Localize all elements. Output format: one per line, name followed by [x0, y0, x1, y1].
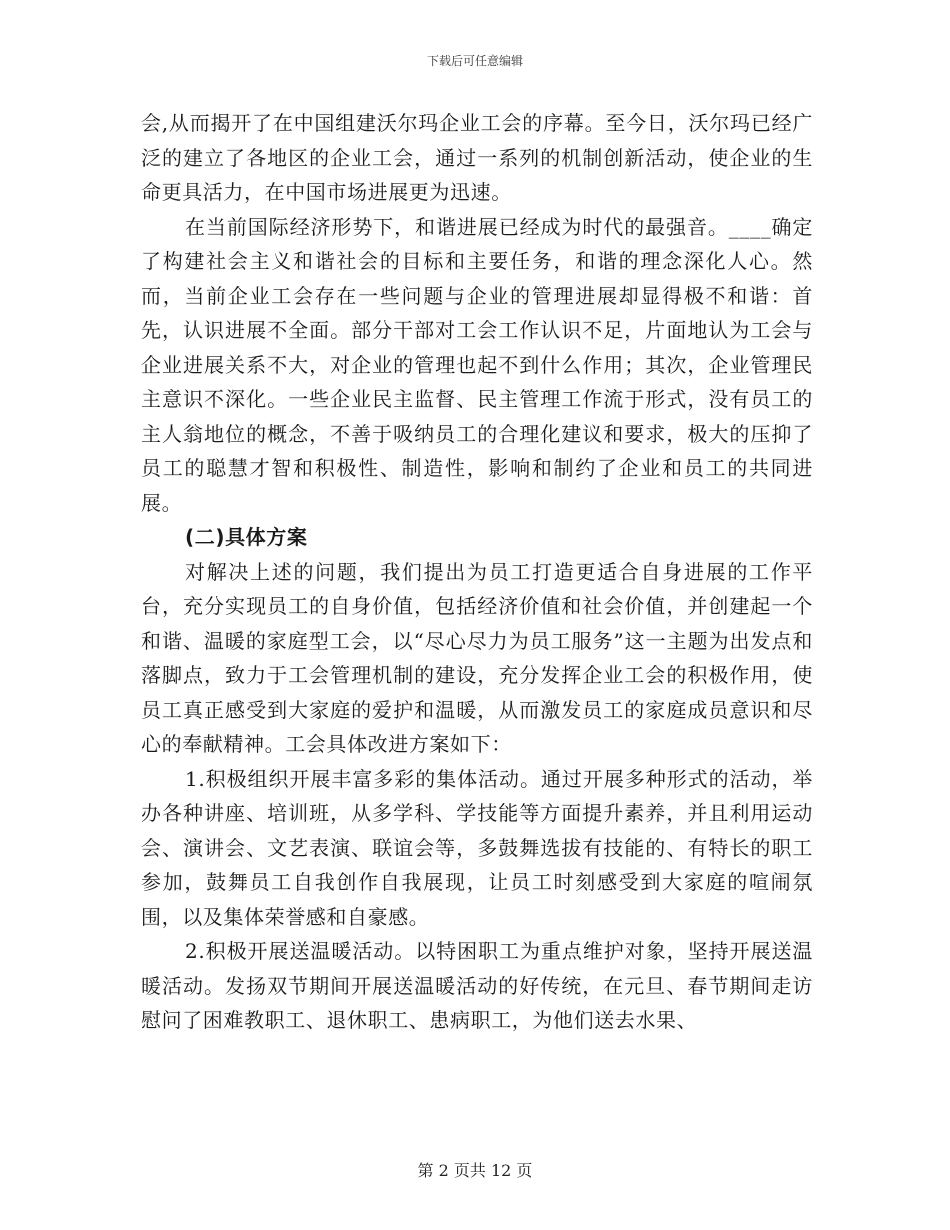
paragraph-plan-intro: 对解决上述的问题，我们提出为员工打造更适合自身进展的工作平台，充分实现员工的自身价值，包括经济价值和社会价值，并创建起一个和谐、温暖的家庭型工会，以“尽心尽力为员工服务”这一主题为出发点和落脚点，致力于工会管理机制的建设，充分发挥企业工会的积极作用，使员工真正感受到大家庭的爱护和温暖，从而激发员工的家庭成员意识和尽心的奉献精神。工会具体改进方案如下： — [141, 559, 813, 756]
paragraph-item-1: 1.积极组织开展丰富多彩的集体活动。通过开展多种形式的活动，举办各种讲座、培训班，从多学科、学技能等方面提升素养，并且利用运动会、演讲会、文艺表演、联谊会等，多鼓舞选拔有技能的、有特长的职工参加，鼓舞员工自我创作自我展现，让员工时刻感受到大家庭的喧闹氛围，以及集体荣誉感和自豪感。 — [141, 766, 813, 929]
header-note: 下载后可任意编辑 — [426, 54, 523, 68]
paragraph-item-2: 2.积极开展送温暖活动。以特困职工为重点维护对象，坚持开展送温暖活动。发扬双节期间开展送温暖活动的好传统，在元旦、春节期间走访慰问了困难教职工、退休职工、患病职工，为他们送去水果、 — [141, 939, 813, 1032]
page-number: 第 2 页共 12 页 — [417, 1161, 533, 1180]
paragraph-continuation: 会,从而揭开了在中国组建沃尔玛企业工会的序幕。至今日，沃尔玛已经广泛的建立了各地区的企业工会，通过一系列的机制创新活动，使企业的生命更具活力，在中国市场进展更为迅速。 — [141, 111, 813, 204]
document-body — [141, 106, 813, 1038]
section-heading: (二)具体方案 — [185, 525, 308, 549]
paragraph-background: 在当前国际经济形势下，和谐进展已经成为时代的最强音。____确定了构建社会主义和谐社会的目标和主要任务，和谐的理念深化人心。然而，当前企业工会存在一些问题与企业的管理进展却显得极不和谐：首先，认识进展不全面。部分干部对工会工作认识不足，片面地认为工会与企业进展关系不大，对企业的管理也起不到什么作用；其次，企业管理民主意识不深化。一些企业民主监督、民主管理工作流于形式，没有员工的主人翁地位的概念，不善于吸纳员工的合理化建议和要求，极大的压抑了员工的聪慧才智和积极性、制造性，影响和制约了企业和员工的共同进展。 — [141, 214, 813, 515]
